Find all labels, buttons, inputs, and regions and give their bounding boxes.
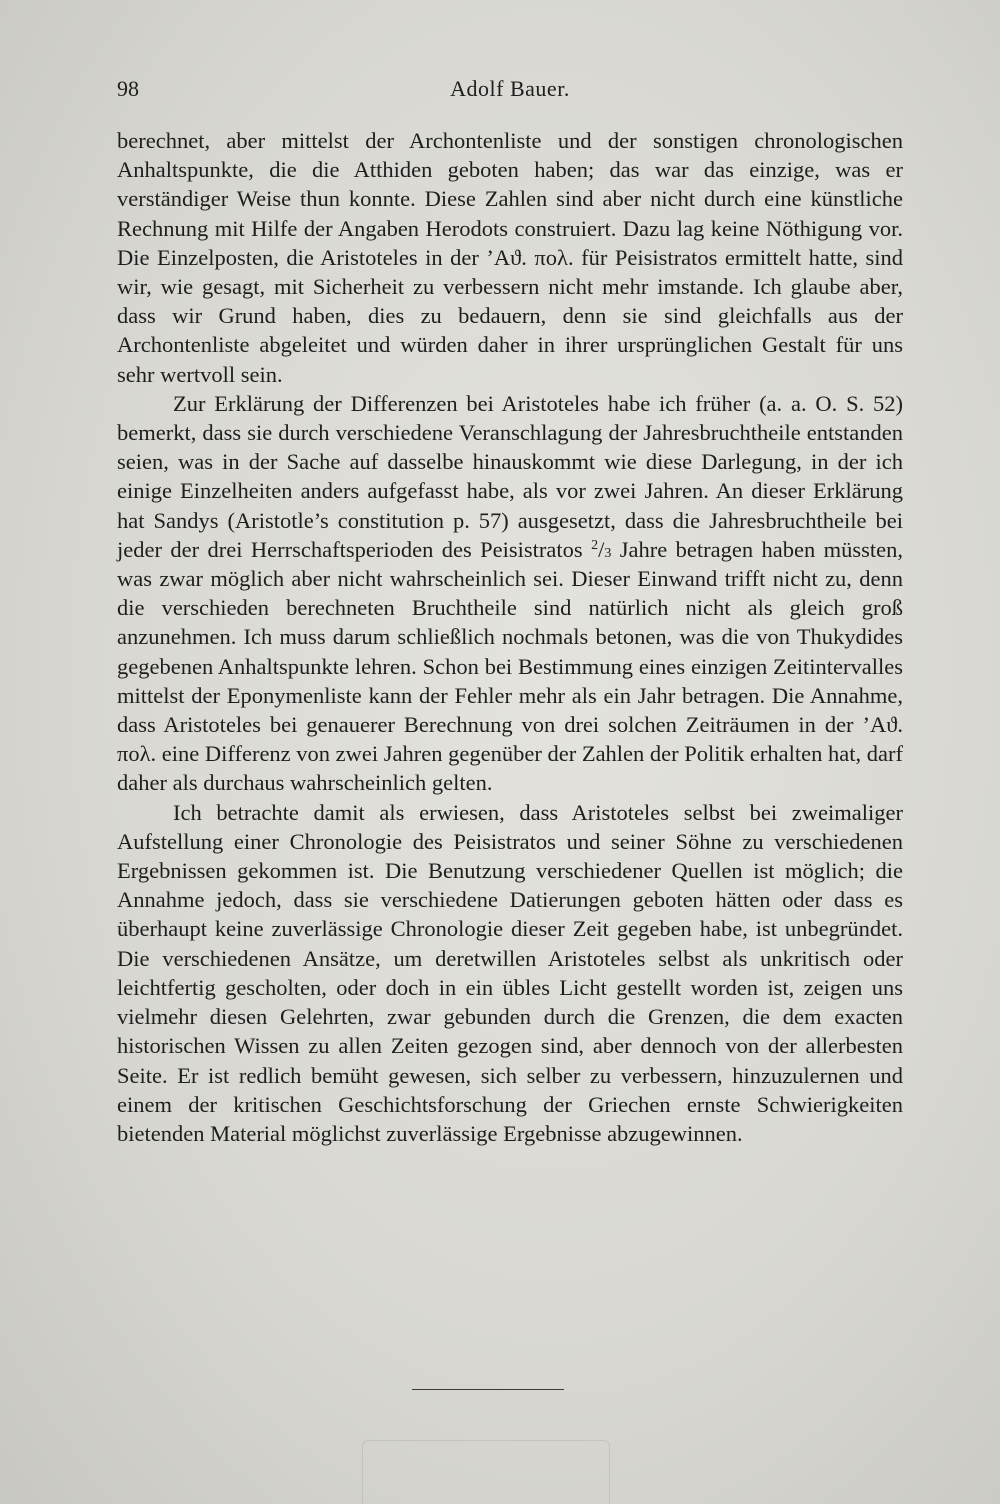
body-text (117, 126, 903, 1148)
running-head: Adolf Bauer. (450, 76, 570, 101)
paragraph-differences: Zur Erklärung der Differenzen bei Aristoteles habe ich früher (a. a. O. S. 52) bemerkt, dass sie durch verschiedene Veranschlagung der Jahresbruchtheile entstanden seien, was in der Sache auf dasselbe hinauskommt wie diese Darlegung, in der ich einige Einzelheiten anders aufgefasst habe, als vor zwei Jahren. An dieser Erklärung hat Sandys (Aristotle’s constitution p. 57) ausgesetzt, dass die Jahresbruchtheile bei jeder der drei Herrschaftsperioden des Peisistratos $^2$/3 Jahre betragen haben müssten, was zwar möglich aber nicht wahrscheinlich sei. Dieser Einwand trifft nicht zu, denn die verschieden berechneten Bruchtheile sind natürlich nicht als gleich groß anzunehmen. Ich muss darum schließlich nochmals betonen, was die von Thukydides gegebenen Anhaltspunkte lehren. Schon bei Bestimmung eines einzigen Zeitintervalles mittelst der Eponymenliste kann der Fehler mehr als ein Jahr betragen. Die Annahme, dass Aristoteles bei genauerer Berechnung von drei solchen Zeiträumen in der ’Aϑ. πολ. eine Differenz von zwei Jahren gegenüber der Zahlen der Politik erhalten hat, darf daher als durchaus wahrscheinlich gelten. (117, 390, 904, 796)
paragraph-text-part: Jahre betragen haben müssten, was zwar möglich aber nicht wahrscheinlich sei. Dieser Einwand trifft nicht zu, denn die verschieden berechneten Bruchtheile sind natürlich nicht als gleich groß anzunehmen. Ich muss darum schließlich nochmals betonen, was die von Thukydides gegebenen Anhaltspunkte lehren. Schon bei Bestimmung eines einzigen Zeitintervalles mittelst der Eponymenliste kann der Fehler mehr als ein Jahr betragen. Die Annahme, dass Aristoteles bei genauerer Berechnung von drei solchen Zeiträumen in der ’Aϑ. πολ. eine Differenz von zwei Jahren gegenüber der Zahlen der Politik erhalten hat, darf daher als durchaus wahrscheinlich gelten. (117, 536, 904, 796)
paragraph-continued: berechnet, aber mittelst der Archontenliste und der sonstigen chronologischen Anhaltspunkte, die die Atthiden geboten haben; das war das einzige, was er verständiger Weise thun konnte. Diese Zahlen sind aber nicht durch eine künstliche Rechnung mit Hilfe der Angaben Herodots construiert. Dazu lag keine Nöthigung vor. Die Einzelposten, die Aristoteles in der ’Aϑ. πολ. für Peisistratos ermittelt hatte, sind wir, wie gesagt, mit Sicherheit zu verbessern nicht mehr imstande. Ich glaube aber, dass wir Grund haben, dies zu bedauern, denn sie sind gleichfalls aus der Archontenliste abgeleitet und würden daher in ihrer ursprünglichen Gestalt für uns sehr wertvoll sein. (117, 128, 903, 387)
page-number: 98 (117, 76, 139, 101)
page-header (117, 72, 903, 106)
stamp-ghost (362, 1440, 610, 1504)
fraction-numerator: 2 (591, 537, 599, 553)
paragraph-conclusion: Ich betrachte damit als erwiesen, dass Aristoteles selbst bei zweimaliger Aufstellung einer Chronologie des Peisistratos und seiner Söhne zu verschiedenen Ergebnissen gekommen ist. Die Benutzung verschiedener Quellen ist möglich; die Annahme jedoch, dass sie verschiedene Datierungen geboten hätten oder dass es überhaupt keine zuverlässige Chronologie dieser Zeit gegeben habe, ist unbegründet. Die verschiedenen Ansätze, um deretwillen Aristoteles selbst als unkritisch oder leichtfertig gescholten, oder doch in ein übles Licht gestellt worden ist, zeigen uns vielmehr diesen Gelehrten, zwar gebunden durch die Grenzen, die dem exacten historischen Wissen zu allen Zeiten gezogen sind, aber dennoch von der allerbesten Seite. Er ist redlich bemüht gewesen, sich selber zu verbessern, hinzuzulernen und einem der kritischen Geschichtsforschung der Griechen ernste Schwierigkeiten bietenden Material möglichst zuverlässige Ergebnisse abzugewinnen. (117, 799, 903, 1146)
fraction-denominator: 3 (604, 545, 612, 561)
paragraph-text-part: Zur Erklärung der Differenzen bei Aristoteles habe ich früher (a. a. O. S. 52) bemerkt, dass sie durch verschiedene Veranschlagung der Jahresbruchtheile entstanden seien, was in der Sache auf dasselbe hinauskommt wie diese Darlegung, in der ich einige Einzelheiten anders aufgefasst habe, als vor zwei Jahren. An dieser Erklärung hat Sandys (Aristotle’s constitution p. 57) ausgesetzt, dass die Jahresbruchtheile bei jeder der drei Herrschaftsperioden des Peisistratos (117, 390, 903, 562)
end-rule (412, 1389, 564, 1390)
